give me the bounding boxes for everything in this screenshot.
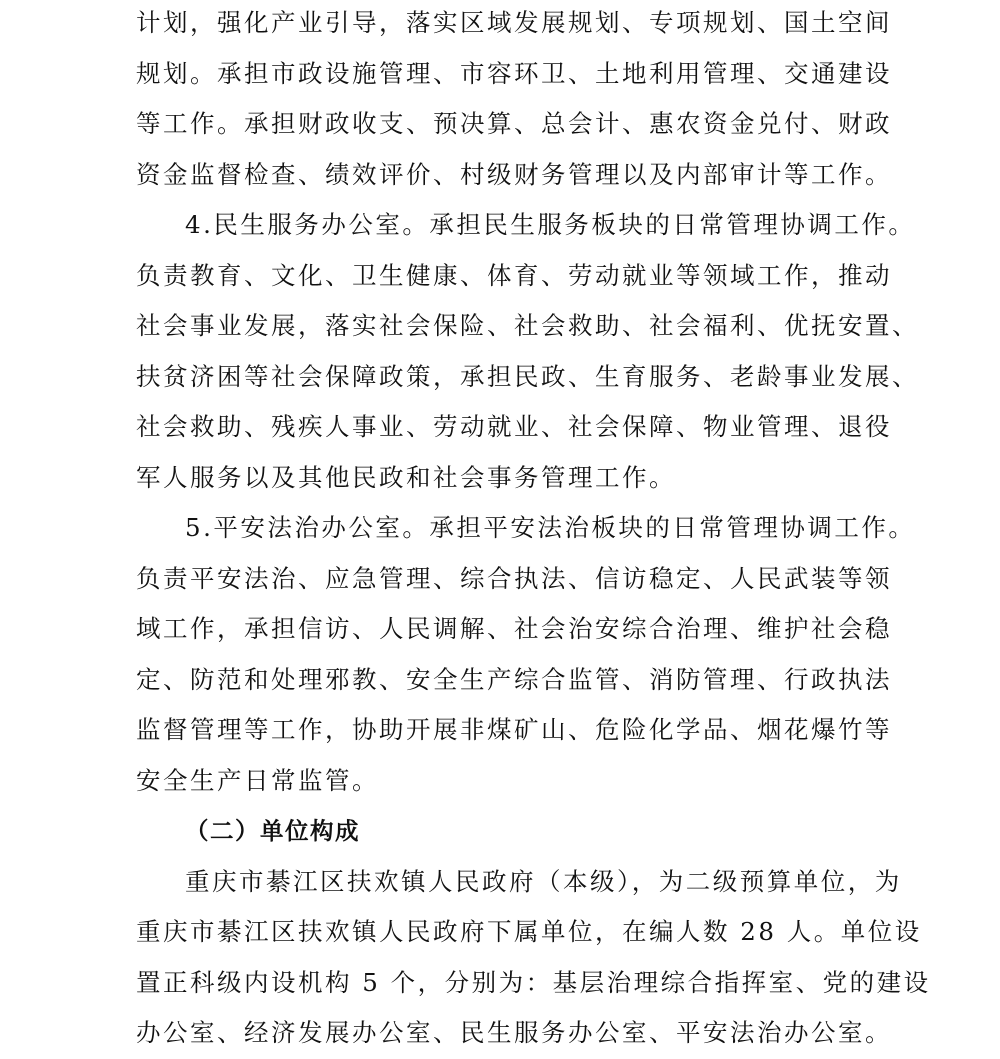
text-line: 计划，强化产业引导，落实区域发展规划、专项规划、国土空间 — [136, 8, 892, 37]
text-line: 资金监督检查、绩效评价、村级财务管理以及内部审计等工作。 — [136, 159, 892, 189]
text-line: 重庆市綦江区扶欢镇人民政府（本级），为二级预算单位，为 — [185, 866, 902, 896]
text-line: 4.民生服务办公室。承担民生服务板块的日常管理协调工作。 — [185, 210, 916, 239]
text-line: 置正科级内设机构 5 个，分别为：基层治理综合指挥室、党的建设 — [136, 967, 931, 997]
text-line: 扶贫济困等社会保障政策，承担民政、生育服务、老龄事业发展、 — [136, 361, 919, 391]
text-line: 定、防范和处理邪教、安全生产综合监管、消防管理、行政执法 — [136, 664, 892, 694]
text-line: 5.平安法治办公室。承担平安法治板块的日常管理协调工作。 — [185, 513, 916, 542]
intro-paragraph — [136, 0, 892, 200]
text-line: 负责教育、文化、卫生健康、体育、劳动就业等领域工作，推动 — [136, 260, 892, 290]
text-line: 监督管理等工作，协助开展非煤矿山、危险化学品、烟花爆竹等 — [136, 715, 892, 744]
text-line: 军人服务以及其他民政和社会事务管理工作。 — [136, 462, 676, 492]
section-heading: （二）单位构成 — [185, 817, 360, 845]
document-page — [136, 0, 931, 1059]
text-line: 社会事业发展，落实社会保险、社会救助、社会福利、优抚安置、 — [136, 311, 919, 340]
text-line: 负责平安法治、应急管理、综合执法、信访稳定、人民武装等领 — [136, 563, 892, 593]
item-5-paragraph — [136, 503, 916, 806]
text-line: 办公室、经济发展办公室、民生服务办公室、平安法治办公室。 — [136, 1018, 892, 1047]
text-line: 规划。承担市政设施管理、市容环卫、土地利用管理、交通建设 — [136, 58, 892, 88]
item-4-paragraph — [136, 200, 919, 503]
text-line: 重庆市綦江区扶欢镇人民政府下属单位，在编人数 28 人。单位设 — [136, 917, 922, 946]
text-line: 域工作，承担信访、人民调解、社会治安综合治理、维护社会稳 — [136, 614, 892, 643]
text-line: 等工作。承担财政收支、预决算、总会计、惠农资金兑付、财政 — [136, 109, 892, 138]
composition-paragraph — [136, 857, 931, 1059]
text-line: 安全生产日常监管。 — [136, 765, 379, 795]
text-line: 社会救助、残疾人事业、劳动就业、社会保障、物业管理、退役 — [136, 412, 892, 441]
